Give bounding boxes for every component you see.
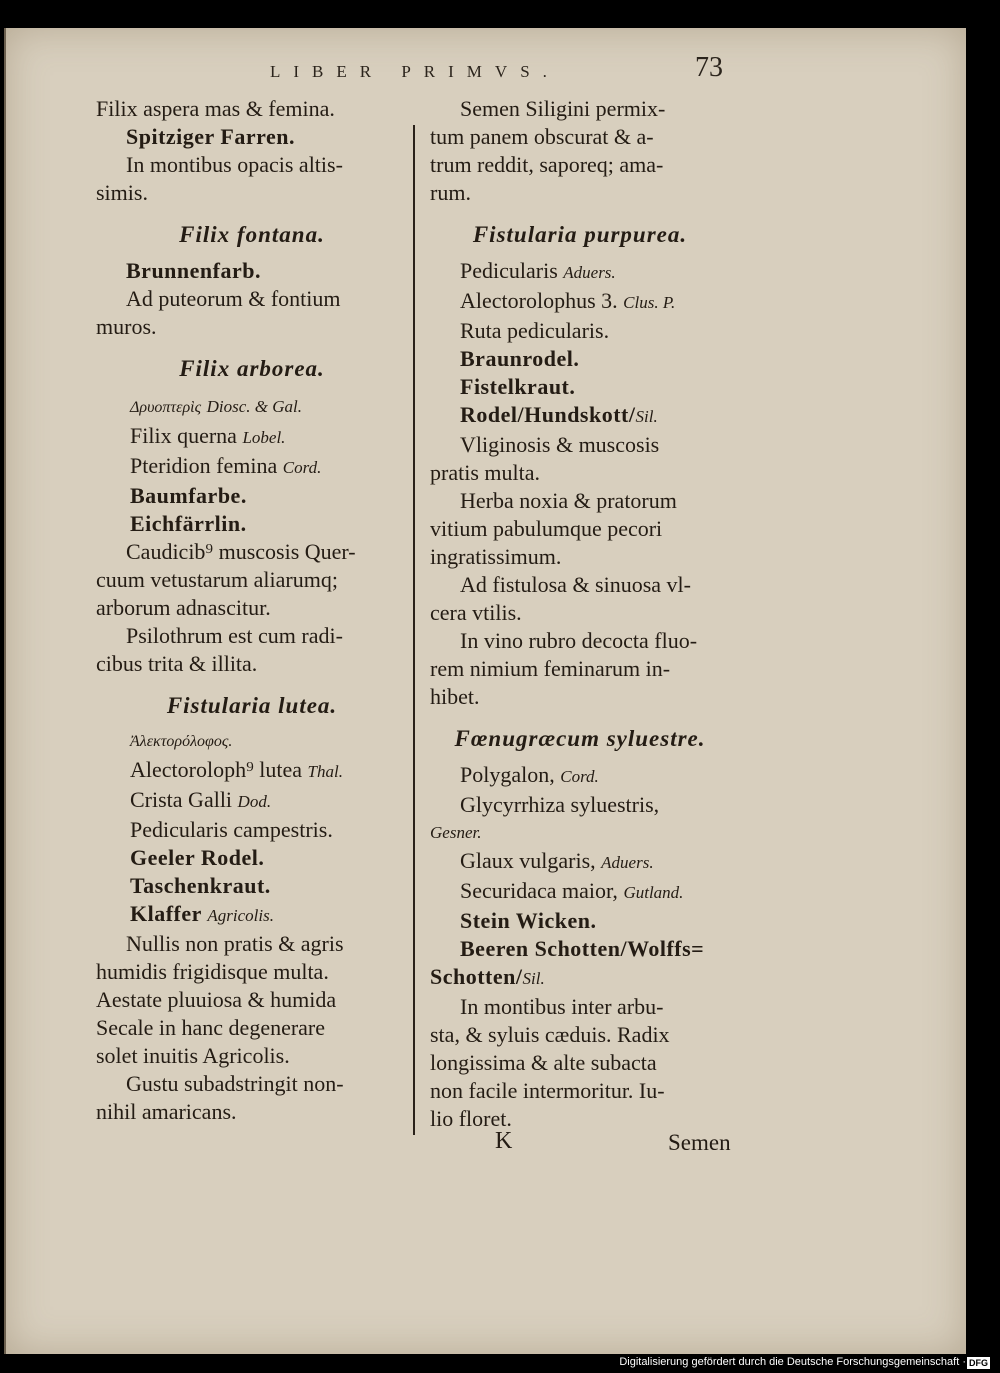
text-line: Psilothrum est cum radi- — [126, 623, 343, 648]
text-span: Crista Galli — [130, 787, 233, 812]
citation: Cord. — [282, 458, 322, 477]
text-line: ingratissimum. — [430, 544, 562, 569]
footer-text: Digitalisierung gefördert durch die Deutsche Forschungsgemeinschaft · — [619, 1356, 966, 1368]
text-line: Vliginosis & muscosis — [460, 432, 660, 457]
text-line: Brunnenfarb. — [126, 258, 261, 283]
text-line — [96, 900, 408, 930]
citation: Aduers. — [601, 853, 654, 872]
text-span: Filix querna — [130, 423, 237, 448]
citation: Agricolis. — [207, 906, 274, 925]
text-line — [430, 401, 730, 431]
text-line: lio floret. — [430, 1106, 512, 1131]
citation: Dod. — [237, 792, 272, 811]
greek-text: Δρυοπτερὶς — [130, 399, 202, 416]
page-number: 73 — [695, 52, 723, 83]
text-line: arborum adnascitur. — [96, 595, 271, 620]
citation: Diosc. & Gal. — [206, 397, 302, 416]
text-line: rum. — [430, 180, 471, 205]
text-line: Aestate pluuiosa & humida — [96, 987, 337, 1012]
text-line: cera vtilis. — [430, 600, 522, 625]
citation: Gutland. — [623, 883, 684, 902]
text-line — [96, 452, 408, 482]
section-heading: Fœnugræcum syluestre. — [454, 726, 706, 751]
text-line: Eichfärrlin. — [130, 511, 247, 536]
text-line: Taschenkraut. — [130, 873, 271, 898]
text-span: Pedicularis — [460, 258, 558, 283]
text-line: In vino rubro decocta fluo- — [460, 628, 698, 653]
text-line: Baumfarbe. — [130, 483, 247, 508]
text-line — [430, 963, 730, 993]
text-line: non facile intermoritur. Iu- — [430, 1078, 665, 1103]
section-heading: Fistularia lutea. — [166, 693, 338, 718]
text-line — [96, 422, 408, 452]
citation: Lobel. — [242, 428, 286, 447]
text-line — [430, 287, 730, 317]
text-line — [430, 761, 730, 791]
text-span: Polygalon, — [460, 762, 555, 787]
text-line: muros. — [96, 314, 157, 339]
text-line: Spitziger Farren. — [126, 124, 295, 149]
text-line: rem nimium feminarum in- — [430, 656, 671, 681]
text-line: In montibus opacis altis- — [126, 152, 343, 177]
text-line: solet inuitis Agricolis. — [96, 1043, 290, 1068]
greek-text: Ἀλεκτορόλοφος. — [130, 733, 233, 750]
text-line — [430, 257, 730, 287]
text-span: Securidaca maior, — [460, 878, 618, 903]
running-title: LIBER PRIMVS. — [270, 62, 560, 81]
text-line: Beeren Schotten/Wolffs= — [460, 936, 705, 961]
text-line: cuum vetustarum aliarumq; — [96, 567, 338, 592]
text-line: simis. — [96, 180, 148, 205]
text-line — [96, 756, 408, 786]
text-line: Ruta pedicularis. — [460, 318, 610, 343]
text-line: hibet. — [430, 684, 480, 709]
text-line: trum reddit, saporeq; ama- — [430, 152, 664, 177]
text-line: Nullis non pratis & agris — [126, 931, 344, 956]
column-divider — [413, 125, 415, 1135]
text-span: Pteridion femina — [130, 453, 278, 478]
text-line — [430, 877, 730, 907]
text-line — [96, 391, 408, 422]
text-line: Braunrodel. — [460, 346, 580, 371]
text-line: Ad fistulosa & sinuosa vl- — [460, 572, 691, 597]
left-column — [96, 95, 408, 1126]
right-column — [430, 95, 730, 1133]
text-line: Gustu subadstringit non- — [126, 1071, 344, 1096]
text-line: sta, & syluis cæduis. Radix — [430, 1022, 670, 1047]
citation: Thal. — [307, 762, 343, 781]
text-line: Semen Siligini permix- — [460, 96, 666, 121]
text-span: Glaux vulgaris, — [460, 848, 596, 873]
text-line: longissima & alte subacta — [430, 1050, 657, 1075]
text-line: Ad puteorum & fontium — [126, 286, 341, 311]
citation: Sil. — [522, 969, 545, 988]
dfg-logo-icon: DFG — [969, 1358, 988, 1368]
text-line — [430, 847, 730, 877]
digitization-footer — [0, 1354, 1000, 1373]
citation: Cord. — [560, 767, 599, 786]
text-line: nihil amaricans. — [96, 1099, 237, 1124]
text-line: pratis multa. — [430, 460, 540, 485]
text-line: Fistelkraut. — [460, 374, 576, 399]
text-line — [96, 786, 408, 816]
text-line: Secale in hanc degenerare — [96, 1015, 326, 1040]
citation: Aduers. — [563, 263, 616, 282]
text-line: vitium pabulumque pecori — [430, 516, 663, 541]
text-line: Herba noxia & pratorum — [460, 488, 677, 513]
text-line: Geeler Rodel. — [130, 845, 265, 870]
text-line: tum panem obscurat & a- — [430, 124, 654, 149]
text-line: Glycyrrhiza syluestris, — [460, 792, 660, 817]
text-line: Filix aspera mas & femina. — [96, 96, 335, 121]
text-line: In montibus inter arbu- — [460, 994, 664, 1019]
citation: Sil. — [635, 407, 658, 426]
text-line: Pedicularis campestris. — [130, 817, 333, 842]
citation: Clus. P. — [623, 293, 676, 312]
citation: Gesner. — [430, 823, 482, 842]
catchword: Semen — [668, 1130, 731, 1155]
signature-mark: K — [495, 1128, 513, 1154]
text-span: Schotten/ — [430, 964, 523, 989]
section-heading: Filix arborea. — [179, 356, 325, 381]
text-span: Alectoroloph⁹ lutea — [130, 757, 303, 782]
text-line: cibus trita & illita. — [96, 651, 258, 676]
text-line: Stein Wicken. — [460, 908, 597, 933]
text-line: Caudicib⁹ muscosis Quer- — [126, 539, 356, 564]
text-line: humidis frigidisque multa. — [96, 959, 329, 984]
section-heading: Filix fontana. — [179, 222, 325, 247]
text-span: Rodel/Hundskott/ — [460, 402, 636, 427]
text-span: Alectorolophus 3. — [460, 288, 618, 313]
section-heading: Fistularia purpurea. — [472, 222, 688, 247]
text-span: Klaffer — [130, 901, 202, 926]
